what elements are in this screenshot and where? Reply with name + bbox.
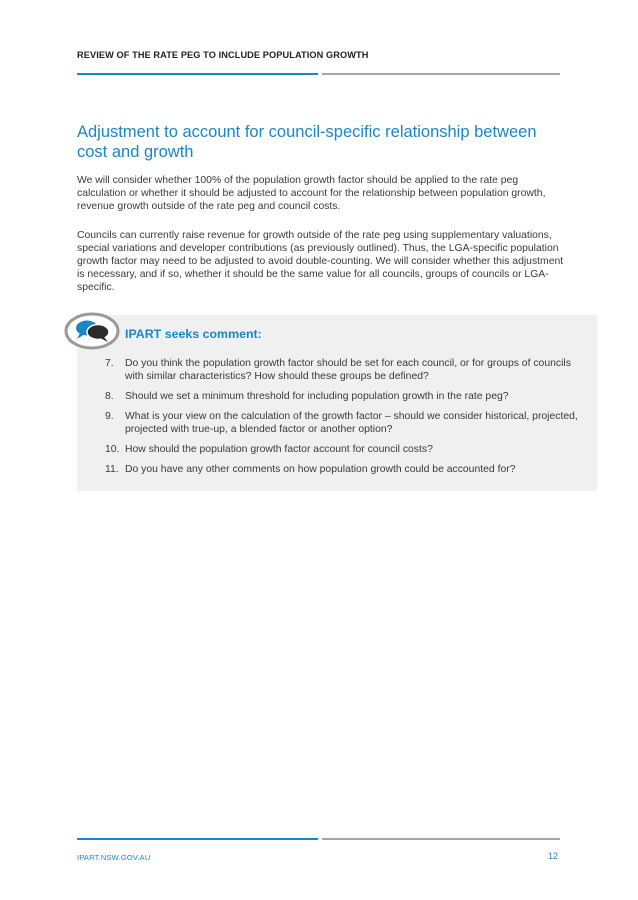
question-text: Should we set a minimum threshold for including population growth in the rate peg? <box>125 391 509 402</box>
questions-list <box>105 357 580 483</box>
question-text: Do you have any other comments on how population growth could be accounted for? <box>125 464 516 475</box>
question-number: 9. <box>105 411 114 422</box>
footer-rule-grey <box>322 838 560 840</box>
question-item <box>105 390 580 403</box>
question-number: 7. <box>105 358 114 369</box>
comment-box-title: IPART seeks comment: <box>125 327 262 341</box>
question-text: What is your view on the calculation of the growth factor – should we consider historical, projected, projected with true-up, a blended factor or another option? <box>125 411 578 435</box>
header-rule-grey <box>322 73 560 75</box>
page-number: 12 <box>548 851 559 861</box>
section-heading: Adjustment to account for council-specific relationship between cost and growth <box>77 123 537 161</box>
running-header: REVIEW OF THE RATE PEG TO INCLUDE POPULATION GROWTH <box>77 50 369 60</box>
speech-bubbles-icon <box>64 312 120 350</box>
question-item <box>105 463 580 476</box>
body-paragraph: Councils can currently raise revenue for growth outside of the rate peg using supplementary valuations, special variations and developer contributions (as previously outlined). Thus, the LGA-specific population growth factor may need to be adjusted to avoid double-counting. We will consider whether this adjustment is necessary, and if so, whether it should be the same value for all councils, groups of councils or LGA-specific. <box>77 230 564 293</box>
footer-url-link[interactable]: IPART.NSW.GOV.AU <box>77 853 151 862</box>
question-number: 8. <box>105 391 114 402</box>
question-text: How should the population growth factor account for council costs? <box>125 444 433 455</box>
header-rule-blue <box>77 73 318 75</box>
question-number: 11. <box>105 464 119 475</box>
question-item <box>105 410 580 436</box>
question-item <box>105 443 580 456</box>
question-number: 10. <box>105 444 120 455</box>
footer-rule-blue <box>77 838 318 840</box>
question-text: Do you think the population growth factor should be set for each council, or for groups of councils with similar characteristics? How should these groups be defined? <box>125 358 571 382</box>
question-item <box>105 357 580 383</box>
body-paragraph: We will consider whether 100% of the population growth factor should be applied to the rate peg calculation or whether it should be adjusted to account for the relationship between population growth, revenue growth outside of the rate peg and council costs. <box>77 175 546 212</box>
